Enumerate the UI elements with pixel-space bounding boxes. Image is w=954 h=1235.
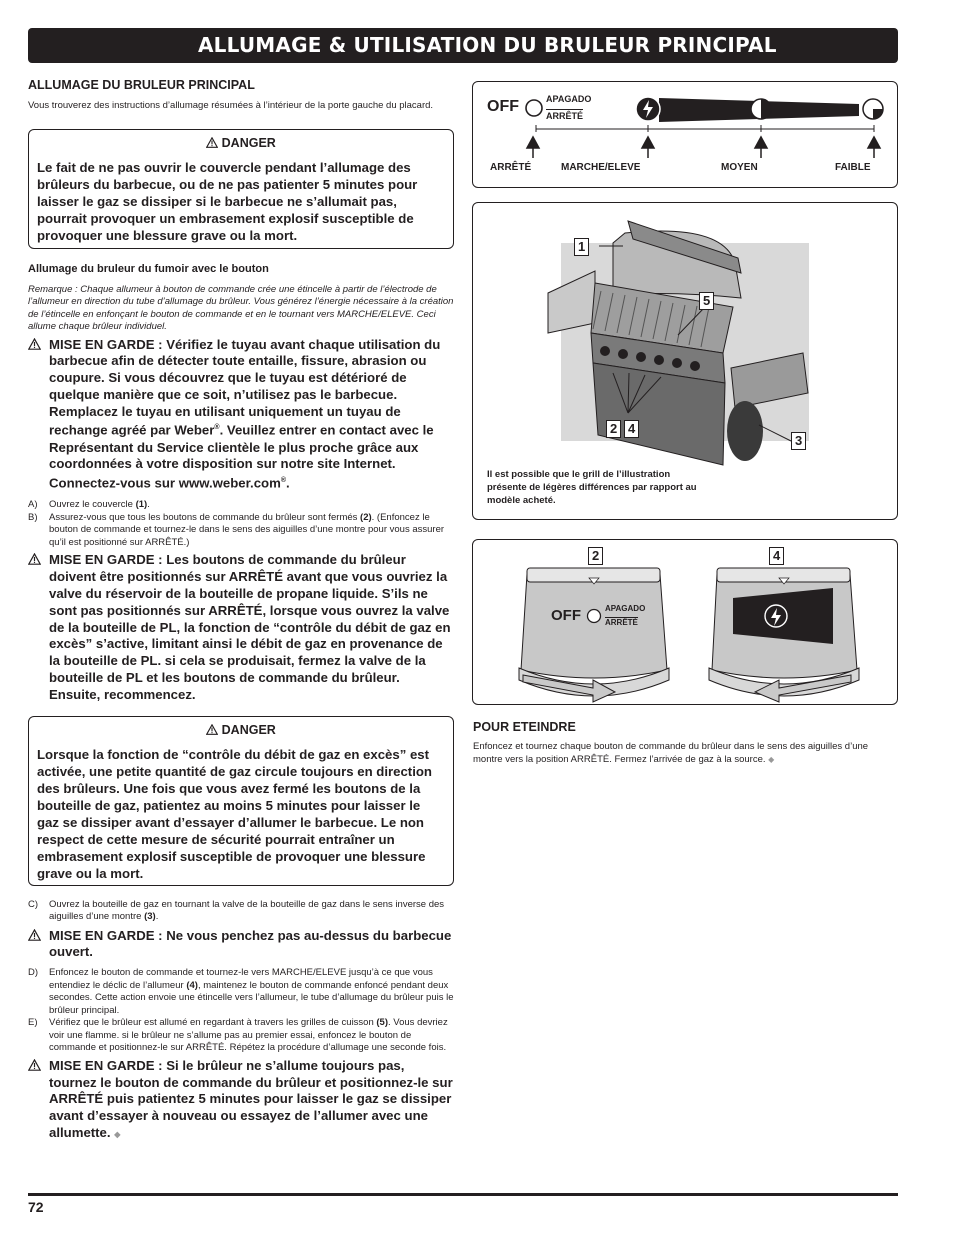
page-title: ALLUMAGE & UTILISATION DU BRULEUR PRINCIPAL	[198, 33, 777, 57]
warning-no-ignite	[28, 1058, 454, 1144]
registered-mark: ®	[280, 477, 286, 485]
page-title-banner	[28, 28, 898, 63]
warning-icon	[206, 137, 218, 148]
step-c	[28, 899, 454, 924]
arrete-small-label: ARRÊTÉ	[546, 111, 584, 121]
warning-hose-text-2: . Veuillez entrer en contact avec le Représentant du Service clientèle le plus proche grâce aux coordonnées à votre disposition sur notre site Internet. Connectez-vous sur www.weber.com	[49, 422, 434, 491]
step-a	[28, 499, 454, 512]
danger-body-1: Le fait de ne pas ouvrir le couvercle pendant l’allumage des brûleurs du barbecue, ou de ne pas patienter 5 minutes pour laisser le gaz se dissiper si le barbecue ne s’allumait pas, pourrait provoquer un embrasement explosif susceptible de provoquer une blessure grave ou la mort.	[37, 159, 418, 243]
step-ref: (4)	[186, 979, 198, 991]
callout-5: 5	[699, 292, 714, 310]
knob-callout-2: 2	[588, 547, 603, 565]
step-e	[28, 1017, 454, 1055]
step-letter: B)	[28, 511, 38, 523]
warning-lean	[28, 928, 454, 962]
dial-label-low: FAIBLE	[835, 162, 871, 173]
callout-2: 2	[606, 420, 621, 438]
danger-title-text: DANGER	[221, 135, 276, 150]
subheading-smoker: Allumage du bruleur du fumoir avec le bouton	[28, 262, 269, 275]
dial-label-high: MARCHE/ELEVE	[561, 162, 641, 173]
section-heading-lighting: ALLUMAGE DU BRULEUR PRINCIPAL	[28, 78, 255, 92]
step-b	[28, 512, 454, 550]
step-ref: (3)	[144, 911, 156, 923]
knob-callout-4: 4	[769, 547, 784, 565]
warning-hose: MISE EN GARDE : Vérifiez le tuyau avant chaque utilisation du barbecue afin de détecter toute entaille, fissure, abrasion ou coupure. Si vous découvrez que le tuyau est détérioré de quelque manière que ce soit, n’utilisez pas le barbecue. Remplacez le tuyau en utilisant uniquement un tuyau de rechange agréé par Weber®. Veuillez entrer en contact avec le Représentant du Service clientèle le plus proche grâce aux coordonnées à votre disposition sur notre site Internet. Connectez-vous sur www.weber.com®.	[28, 337, 454, 493]
steps-de	[28, 967, 454, 1055]
dial-label-off: ARRÊTÉ	[490, 162, 532, 173]
step-letter: D)	[28, 967, 39, 979]
section-heading-turn-off: POUR ETEINDRE	[473, 720, 576, 734]
end-mark: ◆	[768, 754, 775, 764]
danger-title	[37, 136, 445, 150]
dial-figure	[472, 81, 898, 188]
knobs-figure	[472, 539, 898, 705]
danger-title-text: DANGER	[221, 722, 276, 737]
step-text-end: , maintenez le bouton de commande enfoncé pendant deux secondes. Cette action envoie une étincelle vers l’allumeur, le tube d’allumage du brûleur puis le brûleur principal.	[49, 979, 454, 1016]
left-column	[28, 78, 454, 1144]
step-letter: C)	[28, 898, 39, 910]
danger-box-2	[28, 716, 454, 886]
off-label: OFF	[487, 98, 519, 115]
warning-icon	[206, 724, 218, 735]
step-letter: A)	[28, 499, 38, 511]
step-ref: (5)	[376, 1017, 389, 1029]
step-text-end: . (Enfoncez le bouton de commande et tournez-le dans le sens des aiguilles d’une montre pour vous assurer qu’il est positionné sur ARRÊTÉ.)	[49, 511, 445, 548]
step-ref: (2)	[360, 511, 372, 523]
grill-figure	[472, 202, 898, 520]
footer-rule	[28, 1193, 898, 1196]
end-mark: ◆	[114, 1129, 121, 1139]
callout-3: 3	[791, 432, 806, 450]
page-number: 72	[28, 1199, 44, 1215]
registered-mark: ®	[214, 424, 220, 432]
warning-knobs-off	[28, 552, 454, 703]
step-text: Assurez-vous que tous les boutons de commande du brûleur sont fermés	[49, 511, 361, 523]
danger-title	[37, 723, 445, 737]
grill-caption: Il est possible que le grill de l’illustration présente de légères différences par rapport au modèle acheté.	[487, 469, 697, 506]
warning-icon	[28, 553, 41, 565]
danger-box-1	[28, 129, 454, 249]
callout-4: 4	[624, 420, 639, 438]
warning-no-ignite-text: MISE EN GARDE : Si le brûleur ne s’allume toujours pas, tournez le bouton de commande du brûleur et positionnez-le sur ARRÊTÉ puis patientez 5 minutes pour laisser le gaz se dissiper avant d’essayer à nouveau ou essayez de l’allumer avec une allumette.	[49, 1057, 453, 1140]
step-letter: E)	[28, 1017, 38, 1029]
step-text-end: .	[147, 499, 150, 511]
turn-off-section	[473, 720, 898, 766]
step-text: Ouvrez le couvercle	[49, 499, 136, 511]
step-text: Ouvrez la bouteille de gaz en tournant la valve de la bouteille de gaz dans le sens inverse des aiguilles d’une montre	[49, 898, 445, 923]
turn-off-text	[473, 741, 898, 766]
warning-knobs-text: MISE EN GARDE : Les boutons de commande du brûleur doivent être positionnés sur ARRÊTÉ avant que vous ouvriez la valve du réservoir de la bouteille de propane liquide. S’ils ne sont pas positionnés sur ARRÊTÉ, lorsque vous ouvrez la valve de la bouteille de PL, la fonction de “contrôle du débit de gaz en excès” s’active, limitant ainsi le débit de gaz en provenance de la bouteille de PL. si cela se produisait, fermez la valve de la bouteille de PL et les boutons de commande du brûleur. Ensuite, recommencez.	[49, 552, 451, 702]
dial-scale-graphic	[473, 82, 896, 186]
dial-label-medium: MOYEN	[721, 162, 758, 173]
danger-body-2: Lorsque la fonction de “contrôle du débit de gaz en excès” est activée, une petite quantité de gaz circule toujours en direction des brûleurs. Une fois que vous avez fermé les boutons de la bouteille de gaz, patientez au moins 5 minutes pour laisser le gaz se dissiper avant d’essayer d’allumer le barbecue. Le non respect de cette mesure de sécurité pourrait entraîner un embrasement explosif susceptible de provoquer une blessure grave ou la mort.	[37, 746, 432, 881]
turn-off-body: Enfoncez et tournez chaque bouton de commande du brûleur dans le sens des aiguilles d’une montre vers la position ARRÊTÉ. Fermez l’arrivée de gaz à la source.	[473, 741, 869, 765]
warning-icon	[28, 1059, 41, 1071]
intro-text: Vous trouverez des instructions d’allumage résumées à l’intérieur de la porte gauche du placard.	[28, 100, 434, 111]
knob-apagado-label: APAGADO	[605, 604, 646, 613]
warning-icon	[28, 929, 41, 941]
step-text-end: . Vous devriez voir une flamme. si le brûleur ne s’allume pas au premier essai, enfoncez le bouton de commande et positionnez-le sur ARRÊTÉ. Répétez la procédure d’allumage une seconde fois.	[49, 1017, 448, 1054]
step-text: Vérifiez que le brûleur est allumé en regardant à travers les grilles de cuisson	[49, 1017, 377, 1029]
remarque-text: Remarque : Chaque allumeur à bouton de commande crée une étincelle à partir de l’électrode de l’allumeur en direction du tube d’allumage du brûleur. Vous générez l’énergie nécessaire à la création de l’étincelle en enfonçant le bouton de commande et en le tournant vers MARCHE/ELEVE. Ceci allume chaque brûleur individuel.	[28, 283, 454, 332]
knobs-illustration	[473, 540, 896, 703]
callout-1: 1	[574, 238, 589, 256]
steps-ab	[28, 499, 454, 549]
knob-arrete-label: ARRÊTÉ	[605, 618, 638, 627]
step-text-end: .	[155, 911, 159, 923]
knob-off-label: OFF	[551, 607, 581, 624]
warning-hose-text: MISE EN GARDE : Vérifiez le tuyau avant chaque utilisation du barbecue afin de détecter toute entaille, fissure, abrasion ou coupure. Si vous découvrez que le tuyau est détérioré de quelque manière que ce soit, n’utilisez pas le barbecue. Remplacez le tuyau en utilisant uniquement un tuyau de rechange agréé par Weber	[49, 336, 441, 438]
apagado-label: APAGADO	[546, 94, 592, 104]
warning-lean-text: MISE EN GARDE : Ne vous penchez pas au-dessus du barbecue ouvert.	[49, 927, 452, 960]
step-ref: (1)	[135, 499, 148, 511]
step-d	[28, 967, 454, 1017]
warning-icon	[28, 338, 41, 350]
step-text: Enfoncez le bouton de commande et tournez-le vers MARCHE/ELEVE jusqu’à ce que vous entendiez le déclic de l’allumeur	[49, 967, 433, 991]
